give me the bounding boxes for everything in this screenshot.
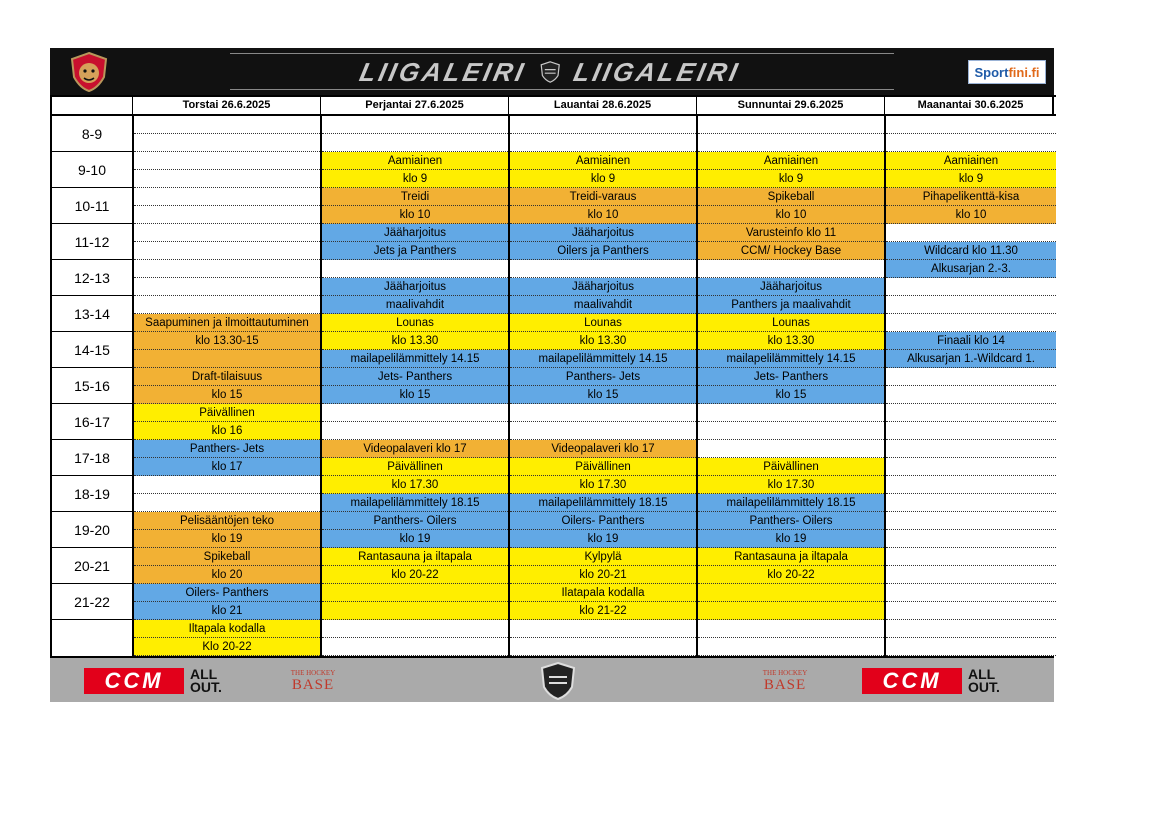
schedule-cell: klo 13.30 xyxy=(698,332,884,350)
ccm-wordmark: CCM xyxy=(862,668,962,694)
schedule-cell: Lounas xyxy=(322,314,508,332)
schedule-cell: Jets ja Panthers xyxy=(322,242,508,260)
schedule-cell xyxy=(134,260,320,278)
nhl-shield-icon xyxy=(540,662,576,700)
time-slot: 20-21 xyxy=(52,548,132,584)
schedule-cell xyxy=(886,404,1056,422)
schedule-cell: Klo 20-22 xyxy=(134,638,320,656)
allout-line1: ALL xyxy=(968,666,996,682)
schedule-cell xyxy=(886,386,1056,404)
schedule-cell xyxy=(886,476,1056,494)
schedule-cell: klo 21 xyxy=(134,602,320,620)
schedule-cell: mailapelilämmittely 14.15 xyxy=(698,350,884,368)
schedule-cell: Ilatapala kodalla xyxy=(510,584,696,602)
schedule-cell: klo 17.30 xyxy=(698,476,884,494)
schedule-cell xyxy=(698,260,884,278)
allout-text xyxy=(190,668,222,694)
schedule-cell: Päivällinen xyxy=(134,404,320,422)
schedule-cell xyxy=(886,134,1056,152)
schedule-cell: klo 13.30 xyxy=(510,332,696,350)
schedule-cell xyxy=(698,440,884,458)
nhl-shield-icon xyxy=(540,54,560,90)
allout-text xyxy=(968,668,1000,694)
time-slot: 15-16 xyxy=(52,368,132,404)
schedule-cell xyxy=(886,422,1056,440)
schedule-cell xyxy=(886,116,1056,134)
schedule-cell: klo 17 xyxy=(134,458,320,476)
schedule-cell: Varusteinfo klo 11 xyxy=(698,224,884,242)
schedule-cell: Panthers- Oilers xyxy=(322,512,508,530)
wordmark-left: LIIGALEIRI xyxy=(356,56,530,87)
schedule-cell xyxy=(134,134,320,152)
time-slot: 21-22 xyxy=(52,584,132,620)
schedule-cell: mailapelilämmittely 18.15 xyxy=(698,494,884,512)
time-slot: 17-18 xyxy=(52,440,132,476)
header-banner xyxy=(50,48,1054,95)
schedule-cell xyxy=(322,584,508,602)
schedule-cell xyxy=(510,260,696,278)
schedule-cell: klo 20-22 xyxy=(322,566,508,584)
schedule-cell: Treidi-varaus xyxy=(510,188,696,206)
schedule-cell xyxy=(886,440,1056,458)
schedule-cell: Oilers ja Panthers xyxy=(510,242,696,260)
day-column-lauantai xyxy=(508,116,696,656)
schedule-cell: klo 17.30 xyxy=(510,476,696,494)
schedule-cell xyxy=(886,224,1056,242)
schedule-cell xyxy=(510,134,696,152)
allout-line2: OUT. xyxy=(968,679,1000,695)
schedule-cell xyxy=(510,638,696,656)
schedule-cell: Aamiainen xyxy=(886,152,1056,170)
schedule-cell: klo 16 xyxy=(134,422,320,440)
schedule-cell: Kylpylä xyxy=(510,548,696,566)
schedule-cell: klo 20-22 xyxy=(698,566,884,584)
ccm-logo-left xyxy=(84,668,222,694)
time-slot: 13-14 xyxy=(52,296,132,332)
schedule-cell xyxy=(510,422,696,440)
schedule-cell xyxy=(134,224,320,242)
day-column-maanantai xyxy=(884,116,1056,656)
schedule-cell xyxy=(322,134,508,152)
schedule-cell xyxy=(134,476,320,494)
schedule-cell xyxy=(886,620,1056,638)
schedule-cell: klo 15 xyxy=(698,386,884,404)
schedule-cell: Jääharjoitus xyxy=(510,278,696,296)
schedule-cell: mailapelilämmittely 18.15 xyxy=(322,494,508,512)
schedule-cell xyxy=(698,602,884,620)
schedule-cell: Aamiainen xyxy=(510,152,696,170)
schedule-cell: klo 19 xyxy=(510,530,696,548)
schedule-cell xyxy=(886,458,1056,476)
header-time xyxy=(52,95,132,116)
schedule-cell: klo 9 xyxy=(886,170,1056,188)
panther-logo-icon xyxy=(68,51,110,93)
allout-line2: OUT. xyxy=(190,679,222,695)
schedule-cell: Videopalaveri klo 17 xyxy=(510,440,696,458)
schedule-cell: Saapuminen ja ilmoittautuminen xyxy=(134,314,320,332)
day-column-sunnuntai xyxy=(696,116,884,656)
schedule-cell: Oilers- Panthers xyxy=(134,584,320,602)
schedule-cell xyxy=(886,602,1056,620)
sponsor-suffix: fini.fi xyxy=(1008,64,1040,80)
schedule-cell: Draft-tilaisuus xyxy=(134,368,320,386)
schedule-cell: klo 15 xyxy=(322,386,508,404)
schedule-cell xyxy=(134,242,320,260)
schedule-cell xyxy=(510,116,696,134)
schedule-cell: Rantasauna ja iltapala xyxy=(698,548,884,566)
schedule-cell: klo 17.30 xyxy=(322,476,508,494)
schedule-cell xyxy=(510,620,696,638)
schedule-cell: Oilers- Panthers xyxy=(510,512,696,530)
time-column xyxy=(52,116,132,656)
schedule-cell: mailapelilämmittely 18.15 xyxy=(510,494,696,512)
schedule-cell: klo 20 xyxy=(134,566,320,584)
schedule-cell: Päivällinen xyxy=(698,458,884,476)
schedule-cell: klo 19 xyxy=(322,530,508,548)
schedule-cell xyxy=(134,296,320,314)
hockeybase-small-text: THE HOCKEY xyxy=(290,668,336,677)
schedule-cell xyxy=(698,404,884,422)
schedule-cell xyxy=(886,368,1056,386)
banner-title xyxy=(356,54,744,90)
schedule-cell: Panthers ja maalivahdit xyxy=(698,296,884,314)
schedule-cell xyxy=(886,314,1056,332)
schedule-cell xyxy=(134,170,320,188)
schedule-cell xyxy=(698,620,884,638)
schedule-cell xyxy=(886,296,1056,314)
schedule-cell: Spikeball xyxy=(698,188,884,206)
schedule-cell: klo 21-22 xyxy=(510,602,696,620)
schedule-cell: klo 19 xyxy=(134,530,320,548)
header-day-1: Torstai 26.6.2025 xyxy=(132,95,320,116)
ccm-logo-right xyxy=(862,668,1000,694)
schedule-cell xyxy=(322,602,508,620)
schedule-cell xyxy=(698,134,884,152)
schedule-cell xyxy=(698,422,884,440)
hockeybase-small-text: THE HOCKEY xyxy=(762,668,808,677)
schedule-cell xyxy=(134,206,320,224)
schedule-cell xyxy=(322,422,508,440)
schedule-cell: Spikeball xyxy=(134,548,320,566)
hockeybase-logo-left xyxy=(288,664,338,698)
schedule-cell: klo 15 xyxy=(510,386,696,404)
schedule-cell xyxy=(322,638,508,656)
schedule-cell: Jets- Panthers xyxy=(322,368,508,386)
time-slot: 11-12 xyxy=(52,224,132,260)
time-slot: 8-9 xyxy=(52,116,132,152)
time-slot: 16-17 xyxy=(52,404,132,440)
schedule-cell: klo 9 xyxy=(698,170,884,188)
schedule-cell: Jääharjoitus xyxy=(322,278,508,296)
ccm-wordmark: CCM xyxy=(84,668,184,694)
schedule-cell xyxy=(886,530,1056,548)
schedule-cell: Panthers- Jets xyxy=(134,440,320,458)
schedule-cell: Treidi xyxy=(322,188,508,206)
schedule-cell xyxy=(322,404,508,422)
schedule-cell xyxy=(698,638,884,656)
schedule-cell: klo 10 xyxy=(698,206,884,224)
schedule-cell: klo 9 xyxy=(322,170,508,188)
schedule-cell: Finaali klo 14 xyxy=(886,332,1056,350)
wordmark-right: LIIGALEIRI xyxy=(571,56,744,87)
schedule-cell: mailapelilämmittely 14.15 xyxy=(510,350,696,368)
schedule-cell xyxy=(886,278,1056,296)
schedule-cell xyxy=(698,116,884,134)
hockeybase-logo-right xyxy=(760,664,810,698)
schedule-cell: klo 19 xyxy=(698,530,884,548)
schedule-cell xyxy=(134,152,320,170)
schedule-cell: Alkusarjan 1.-Wildcard 1. xyxy=(886,350,1056,368)
schedule-cell xyxy=(322,116,508,134)
schedule-cell: Panthers- Oilers xyxy=(698,512,884,530)
schedule-cell xyxy=(510,404,696,422)
schedule-cell xyxy=(134,350,320,368)
schedule-cell xyxy=(322,620,508,638)
schedule-cell xyxy=(886,494,1056,512)
header-day-2: Perjantai 27.6.2025 xyxy=(320,95,508,116)
schedule-cell: mailapelilämmittely 14.15 xyxy=(322,350,508,368)
time-slot: 18-19 xyxy=(52,476,132,512)
schedule-cell xyxy=(134,188,320,206)
header-day-5: Maanantai 30.6.2025 xyxy=(884,95,1056,116)
schedule-cell: Wildcard klo 11.30 xyxy=(886,242,1056,260)
schedule-cell xyxy=(886,566,1056,584)
sportfini-logo xyxy=(968,60,1046,84)
schedule-sheet xyxy=(50,48,1054,702)
schedule-cell xyxy=(886,638,1056,656)
schedule-cell: klo 13.30 xyxy=(322,332,508,350)
schedule-cell: Jääharjoitus xyxy=(698,278,884,296)
schedule-cell: Jets- Panthers xyxy=(698,368,884,386)
schedule-grid xyxy=(50,95,1054,658)
hockeybase-large-text: BASE xyxy=(763,676,807,693)
schedule-cell: klo 10 xyxy=(510,206,696,224)
day-column-torstai xyxy=(132,116,320,656)
schedule-cell: klo 13.30-15 xyxy=(134,332,320,350)
schedule-cell xyxy=(134,116,320,134)
header-day-4: Sunnuntai 29.6.2025 xyxy=(696,95,884,116)
schedule-cell: klo 20-21 xyxy=(510,566,696,584)
schedule-cell xyxy=(322,260,508,278)
schedule-cell: klo 10 xyxy=(886,206,1056,224)
time-slot: 19-20 xyxy=(52,512,132,548)
schedule-cell: Jääharjoitus xyxy=(510,224,696,242)
schedule-cell: Iltapala kodalla xyxy=(134,620,320,638)
header-day-3: Lauantai 28.6.2025 xyxy=(508,95,696,116)
schedule-cell xyxy=(134,278,320,296)
time-slot: 12-13 xyxy=(52,260,132,296)
schedule-cell: klo 9 xyxy=(510,170,696,188)
hockeybase-large-text: BASE xyxy=(291,676,335,693)
allout-line1: ALL xyxy=(190,666,218,682)
schedule-cell: Alkusarjan 2.-3. xyxy=(886,260,1056,278)
schedule-cell: maalivahdit xyxy=(510,296,696,314)
time-slot: 14-15 xyxy=(52,332,132,368)
schedule-cell: Päivällinen xyxy=(322,458,508,476)
schedule-cell: maalivahdit xyxy=(322,296,508,314)
time-slot: 9-10 xyxy=(52,152,132,188)
schedule-cell: Pihapelikenttä-kisa xyxy=(886,188,1056,206)
schedule-cell: Pelisääntöjen teko xyxy=(134,512,320,530)
schedule-cell: Videopalaveri klo 17 xyxy=(322,440,508,458)
day-column-perjantai xyxy=(320,116,508,656)
schedule-cell: klo 10 xyxy=(322,206,508,224)
schedule-cell: Lounas xyxy=(510,314,696,332)
schedule-cell: Päivällinen xyxy=(510,458,696,476)
sponsor-main: Sport xyxy=(974,64,1009,80)
time-slot xyxy=(52,620,132,656)
schedule-cell: klo 15 xyxy=(134,386,320,404)
sponsor-footer xyxy=(50,658,1054,702)
schedule-cell xyxy=(698,584,884,602)
schedule-cell: Aamiainen xyxy=(698,152,884,170)
schedule-cell xyxy=(886,584,1056,602)
schedule-cell xyxy=(886,512,1056,530)
schedule-cell xyxy=(886,548,1056,566)
schedule-cell: Jääharjoitus xyxy=(322,224,508,242)
schedule-cell: CCM/ Hockey Base xyxy=(698,242,884,260)
time-slot: 10-11 xyxy=(52,188,132,224)
schedule-cell xyxy=(134,494,320,512)
schedule-cell: Panthers- Jets xyxy=(510,368,696,386)
schedule-cell: Rantasauna ja iltapala xyxy=(322,548,508,566)
schedule-cell: Aamiainen xyxy=(322,152,508,170)
schedule-cell: Lounas xyxy=(698,314,884,332)
